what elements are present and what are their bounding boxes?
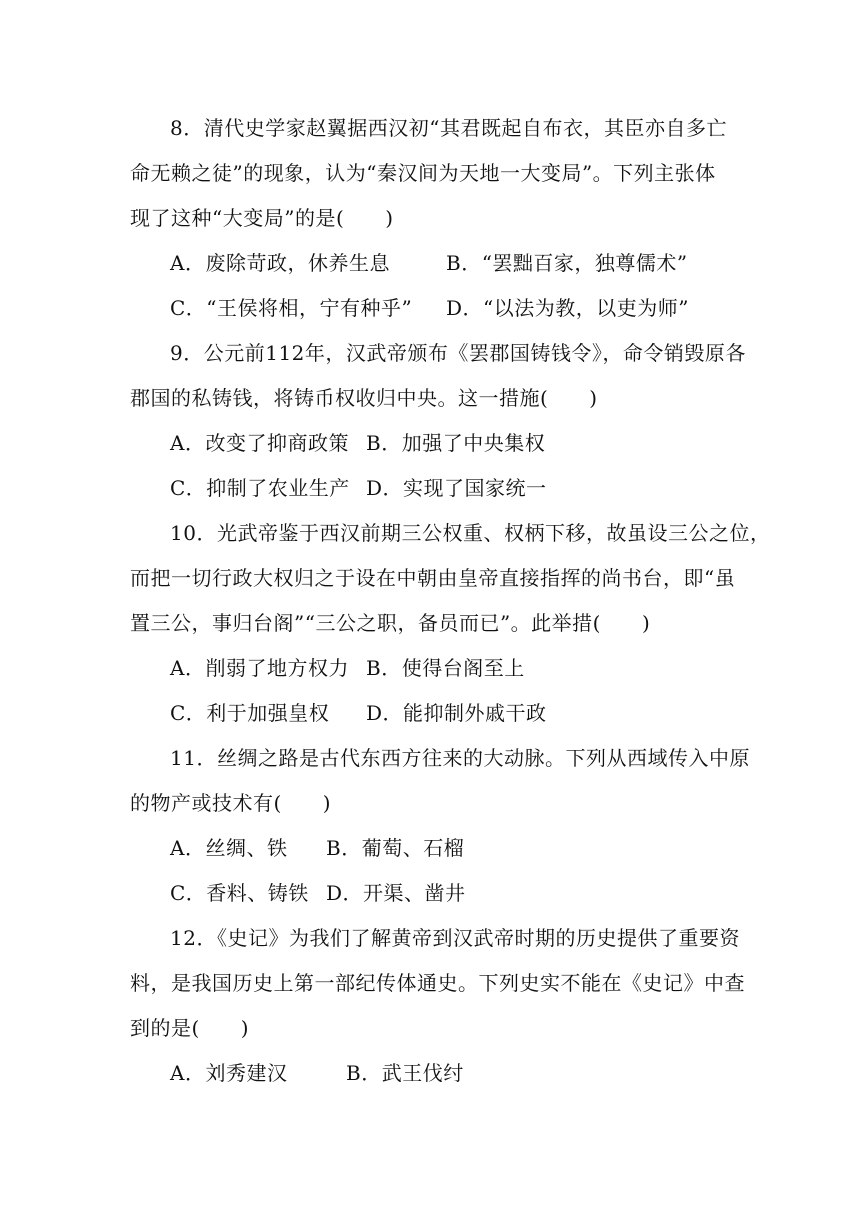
question-8-line-3: 现了这种“大变局”的是( ) [130, 206, 394, 230]
option-a: A．丝绸、铁 [170, 836, 288, 860]
question-12-line-3: 到的是( ) [130, 1016, 250, 1040]
question-11-line-2: 的物产或技术有( ) [130, 791, 332, 815]
question-10-line-3: 置三公，事归台阁”“三公之职，备员而已”。此举措( ) [130, 611, 651, 635]
option-c: C．香料、铸铁 [170, 881, 309, 905]
option-b: B．武王伐纣 [346, 1061, 464, 1085]
question-8-line-1: 8．清代史学家赵翼据西汉初“其君既起自布衣，其臣亦自多亡 [170, 116, 727, 140]
question-11-options-row-1 [170, 834, 464, 862]
option-a: A．刘秀建汉 [170, 1061, 288, 1085]
option-b: B．加强了中央集权 [366, 431, 546, 455]
option-d: D．“以法为教，以吏为师” [446, 296, 689, 320]
question-12-line-2: 料，是我国历史上第一部纪传体通史。下列史实不能在《史记》中查 [130, 971, 745, 995]
question-12-line-1: 12．《史记》为我们了解黄帝到汉武帝时期的历史提供了重要资 [170, 926, 740, 950]
question-10-options-row-1 [170, 654, 525, 682]
option-a: A．削弱了地方权力 [170, 656, 349, 680]
option-c: C．利于加强皇权 [170, 701, 330, 725]
question-10-line-2: 而把一切行政大权归之于设在中朝由皇帝直接指挥的尚书台，即“虽 [130, 566, 736, 590]
question-11-line-1: 11．丝绸之路是古代东西方往来的大动脉。下列从西域传入中原 [170, 746, 750, 770]
option-d: D．实现了国家统一 [366, 476, 547, 500]
option-c: C．抑制了农业生产 [170, 476, 350, 500]
question-8-line-2: 命无赖之徒”的现象，认为“秦汉间为天地一大变局”。下列主张体 [130, 161, 716, 185]
question-8-options-row-1 [170, 249, 688, 277]
question-9-line-1: 9．公元前112年，汉武帝颁布《罢郡国铸钱令》，命令销毁原各 [170, 341, 746, 365]
option-d: D．开渠、凿井 [326, 881, 466, 905]
option-c: C．“王侯将相，宁有种乎” [170, 296, 413, 320]
question-9-options-row-1 [170, 429, 545, 457]
question-9-options-row-2 [170, 474, 547, 502]
option-b: B．葡萄、石榴 [326, 836, 465, 860]
option-a: A．改变了抑商政策 [170, 431, 349, 455]
question-9-line-2: 郡国的私铸钱，将铸币权收归中央。这一措施( ) [130, 386, 598, 410]
question-8-options-row-2 [170, 294, 689, 322]
option-d: D．能抑制外戚干政 [366, 701, 547, 725]
question-10-line-1: 10．光武帝鉴于西汉前期三公权重、权柄下移，故虽设三公之位， [170, 521, 771, 545]
option-b: B．“罢黜百家，独尊儒术” [446, 251, 688, 275]
question-12-options-row-1 [170, 1059, 464, 1087]
option-b: B．使得台阁至上 [366, 656, 525, 680]
option-a: A．废除苛政，休养生息 [170, 251, 390, 275]
question-11-options-row-2 [170, 879, 466, 907]
question-10-options-row-2 [170, 699, 547, 727]
